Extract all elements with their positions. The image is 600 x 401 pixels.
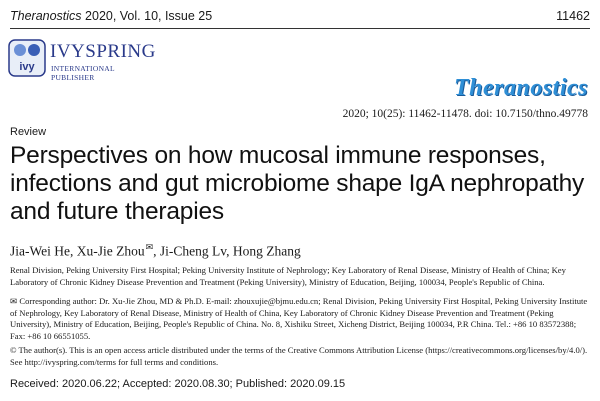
journal-name: Theranostics bbox=[10, 9, 82, 23]
correspondence bbox=[10, 296, 592, 342]
journal-details: 2020, Vol. 10, Issue 25 bbox=[81, 9, 213, 23]
affiliation: Renal Division, Peking University First Hospital; Peking University Institute of Nephrology; Key Laboratory of Renal Disease, Ministry of Health of China; Key Laboratory of Chronic Kidney Disease Prevention and Treatment (Peking University), Ministry of Education, Beijing, 100034, People's Republic of China. bbox=[10, 265, 566, 287]
journal-logo[interactable]: Theranostics bbox=[453, 75, 588, 101]
title-line-1: Perspectives on how mucosal immune responses, bbox=[10, 142, 546, 169]
authors-part-2: , Ji-Cheng Lv, Hong Zhang bbox=[153, 243, 301, 259]
envelope-icon: ✉ bbox=[10, 296, 20, 306]
journal-citation bbox=[10, 9, 212, 23]
doi-citation: 2020; 10(25): 11462-11478. doi: 10.7150/thno.49778 bbox=[342, 108, 588, 120]
envelope-icon[interactable]: ✉ bbox=[145, 242, 154, 252]
authors-part-1: Jia-Wei He, Xu-Jie Zhou bbox=[10, 243, 145, 259]
ivy-icon-text: ivy bbox=[19, 61, 35, 73]
publisher-name: IVYSPRING bbox=[50, 41, 156, 62]
article-title bbox=[10, 142, 590, 226]
correspondence-text: Corresponding author: Dr. Xu-Jie Zhou, MD & Ph.D. E-mail: zhouxujie@bjmu.edu.cn; Renal Division, Peking University First Hospital, Peking University Institute of Nephrology, Key Laboratory of Renal Disease, Ministry of Health of China, Key Laboratory of Chronic Kidney Disease Prevention and Treatment (Peking University), Ministry of Education, Beijing, People's Republic of China. No. 8, Xishiku Street, Xicheng District, Beijing 100034, P.R China. Tel.: +86 10 83572388; Fax: +86 10 66551055. bbox=[10, 296, 588, 341]
title-line-3: and future therapies bbox=[10, 198, 224, 225]
ivyspring-logo[interactable] bbox=[8, 37, 158, 81]
author-list bbox=[10, 242, 301, 260]
page-number: 11462 bbox=[556, 9, 590, 23]
article-type: Review bbox=[10, 126, 47, 138]
title-line-2: infections and gut microbiome shape IgA nephropathy bbox=[10, 170, 585, 197]
ivyspring-icon bbox=[8, 39, 46, 77]
license-statement: © The author(s). This is an open access article distributed under the terms of the Creative Commons Attribution License (https://creativecommons.org/licenses/by/4.0/). See http://ivyspring.com/terms for full terms and conditions. bbox=[10, 345, 588, 367]
running-header bbox=[10, 8, 590, 29]
publisher-subtitle: INTERNATIONAL PUBLISHER bbox=[51, 64, 115, 82]
publication-dates: Received: 2020.06.22; Accepted: 2020.08.30; Published: 2020.09.15 bbox=[10, 378, 346, 390]
